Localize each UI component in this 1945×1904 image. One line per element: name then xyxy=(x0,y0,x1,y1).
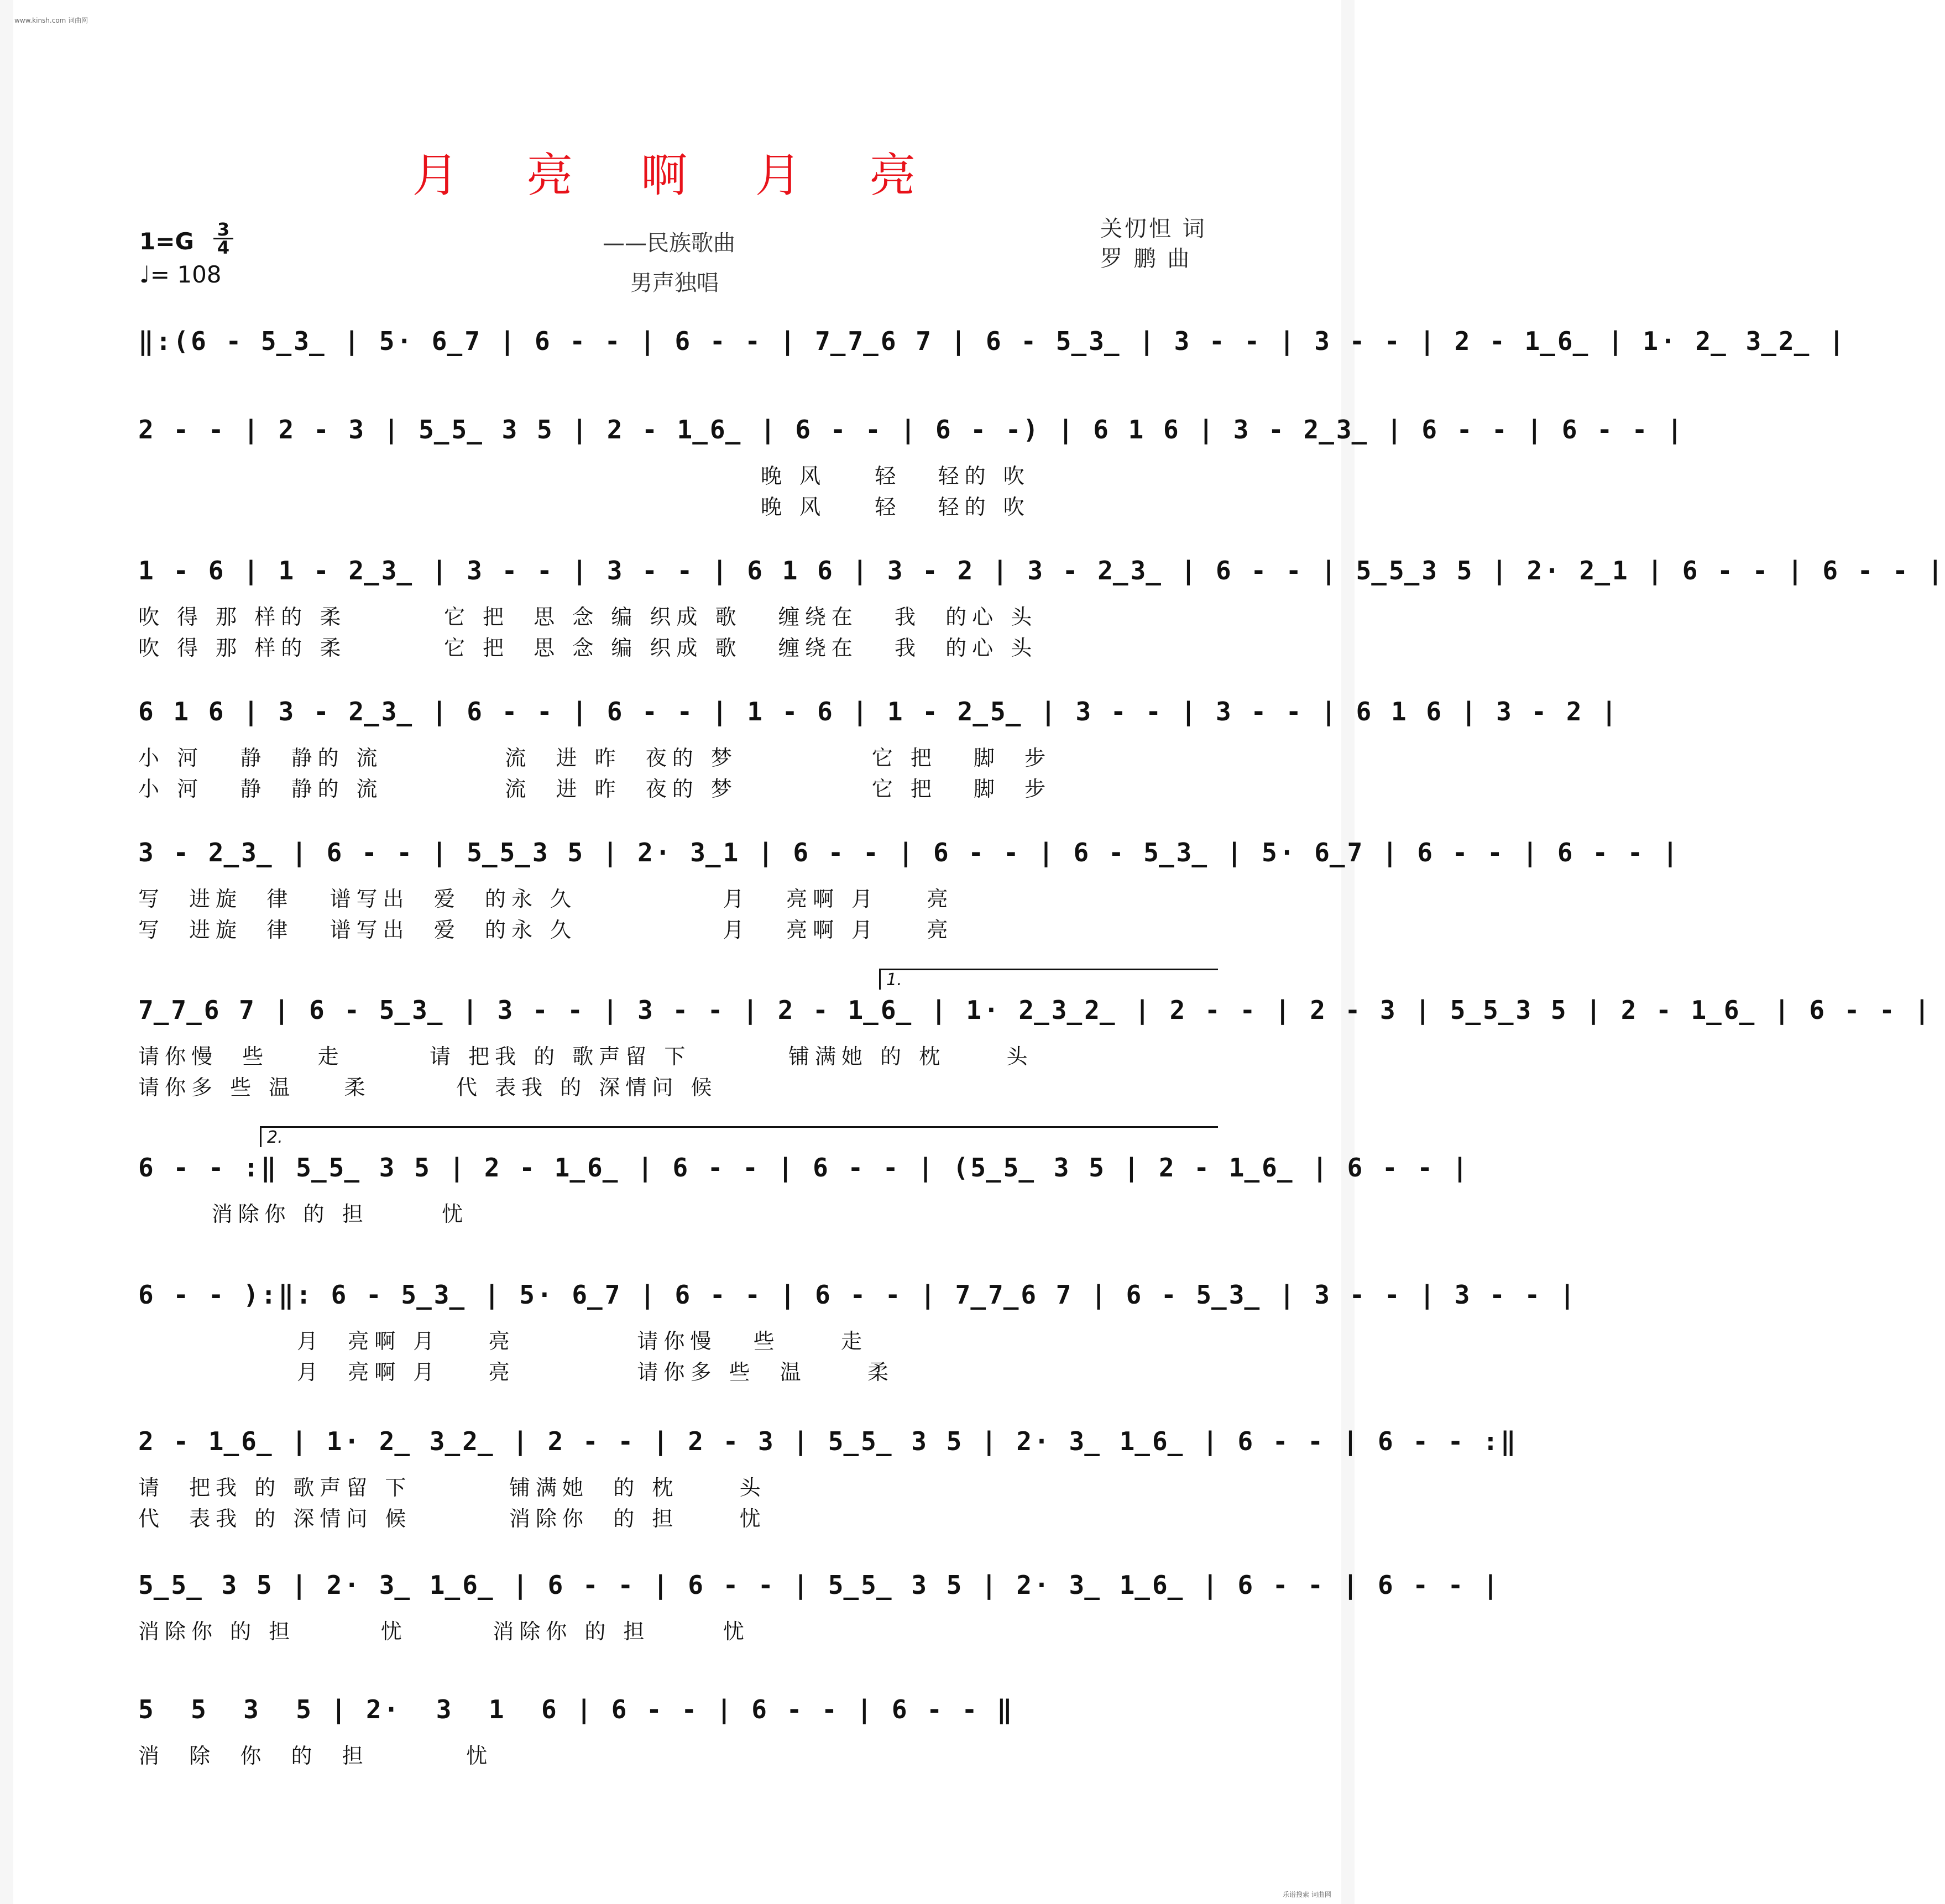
notation-line: 6 - - ):‖: 6 - 5̲3̲ | 5· 6̲7 | 6 - - | 6 - - | 7̲7̲6 7 | 6 - 5̲3̲ | 3 - - | 3 - - | xyxy=(138,1280,1577,1310)
lyric-verse-1: 写 进旋 律 谱写出 爱 的永 久 月 亮啊 月 亮 xyxy=(138,887,954,911)
site-watermark-top: www.kinsh.com 词曲网 xyxy=(14,17,88,24)
lyric-verse-1: 消除你 的 担 忧 消除你 的 担 忧 xyxy=(138,1619,750,1644)
score-system-4 xyxy=(138,697,1619,807)
lyric-verse-2: 代 表我 的 深情问 候 消除你 的 担 忧 xyxy=(138,1507,766,1531)
lyric-verse-1: 月 亮啊 月 亮 请你慢 些 走 xyxy=(138,1329,868,1353)
lyric-verse-1: 吹 得 那 样的 柔 它 把 思 念 编 织成 歌 缠绕在 我 的心 头 xyxy=(138,605,1038,629)
lyric-verse-1: 消除你 的 担 忧 xyxy=(138,1202,469,1226)
time-signature-bottom: 4 xyxy=(213,238,233,256)
score-system-9 xyxy=(138,1426,1518,1537)
lyric-verse-1: 请 把我 的 歌声留 下 铺满她 的 枕 头 xyxy=(138,1476,766,1500)
score-system-5 xyxy=(138,838,1680,948)
song-title: 月 亮 啊 月 亮 xyxy=(412,148,943,202)
lyric-verse-2: 月 亮啊 月 亮 请你多 些 温 柔 xyxy=(138,1360,895,1384)
score-system-8 xyxy=(138,1280,1577,1390)
score-system-2 xyxy=(138,415,1685,525)
score-system-6 xyxy=(138,970,1932,1106)
notation-line: 2 - 1̲6̲ | 1· 2̲ 3̲2̲ | 2 - - | 2 - 3 | 5̲5̲ 3 5 | 2· 3̲ 1̲6̲ | 6 - - | 6 - - :‖ xyxy=(138,1426,1518,1456)
key-signature: 1=G xyxy=(139,228,194,255)
lyric-verse-2: 小 河 静 静的 流 流 进 昨 夜的 梦 它 把 脚 步 xyxy=(138,777,1052,801)
time-signature-top: 3 xyxy=(217,219,230,240)
score-system-7 xyxy=(138,1128,1470,1230)
tempo-marking: ♩= 108 xyxy=(139,261,222,288)
lyric-verse-2: 请你多 些 温 柔 代 表我 的 深情问 候 xyxy=(138,1075,718,1100)
lyricist-credit: 关忉怛 词 xyxy=(1100,216,1207,242)
lyric-verse-2: 晚 风 轻 轻的 吹 xyxy=(138,495,1030,519)
score-system-1 xyxy=(138,326,1847,393)
score-system-3 xyxy=(138,556,1945,666)
lyric-verse-2: 写 进旋 律 谱写出 爱 的永 久 月 亮啊 月 亮 xyxy=(138,918,954,942)
volta-1-bracket: 1. xyxy=(879,969,1218,990)
score-system-10 xyxy=(138,1570,1500,1647)
lyric-verse-1: 晚 风 轻 轻的 吹 xyxy=(138,464,1030,488)
notation-line: 1 - 6 | 1 - 2̲3̲ | 3 - - | 3 - - | 6 1 6 | 3 - 2 | 3 - 2̲3̲ | 6 - - | 5̲5̲3 5 | 2· 2̲1 | 6 - - | 6 - - | xyxy=(138,556,1945,585)
subtitle-performer: 男声独唱 xyxy=(630,270,719,296)
notation-line: 2 - - | 2 - 3 | 5̲5̲ 3 5 | 2 - 1̲6̲ | 6 - - | 6 - -) | 6 1 6 | 3 - 2̲3̲ | 6 - - | 6 - - | xyxy=(138,415,1685,444)
page-edge-left xyxy=(0,0,13,1904)
notation-line: 6 1 6 | 3 - 2̲3̲ | 6 - - | 6 - - | 1 - 6 | 1 - 2̲5̲ | 3 - - | 3 - - | 6 1 6 | 3 - 2 | xyxy=(138,697,1619,726)
notation-line: 6 - - :‖ 5̲5̲ 3 5 | 2 - 1̲6̲ | 6 - - | 6 - - | (5̲5̲ 3 5 | 2 - 1̲6̲ | 6 - - | xyxy=(138,1153,1470,1183)
lyric-verse-2: 吹 得 那 样的 柔 它 把 思 念 编 织成 歌 缠绕在 我 的心 头 xyxy=(138,636,1038,660)
lyric-verse-1: 小 河 静 静的 流 流 进 昨 夜的 梦 它 把 脚 步 xyxy=(138,746,1052,770)
notation-line: ‖:(6 - 5̲3̲ | 5· 6̲7 | 6 - - | 6 - - | 7̲7̲6 7 | 6 - 5̲3̲ | 3 - - | 3 - - | 2 - 1̲6̲ | 1· 2̲ 3̲2̲ | xyxy=(138,326,1847,356)
site-watermark-bottom: 乐谱搜索 词曲网 xyxy=(1283,1891,1331,1898)
lyric-verse-1: 请你慢 些 走 请 把我 的 歌声留 下 铺满她 的 枕 头 xyxy=(138,1044,1033,1069)
notation-line: 3 - 2̲3̲ | 6 - - | 5̲5̲3 5 | 2· 3̲1 | 6 - - | 6 - - | 6 - 5̲3̲ | 5· 6̲7 | 6 - - | 6 - - | xyxy=(138,838,1680,867)
notation-line: 5 5 3 5 | 2· 3 1 6 | 6 - - | 6 - - | 6 - - ‖ xyxy=(138,1694,1015,1724)
time-signature xyxy=(213,221,233,256)
composer-credit: 罗 鹏 曲 xyxy=(1100,246,1192,271)
score-system-11 xyxy=(138,1694,1216,1772)
notation-line: 7̲7̲6 7 | 6 - 5̲3̲ | 3 - - | 3 - - | 2 - 1̲6̲ | 1· 2̲3̲2̲ | 2 - - | 2 - 3 | 5̲5̲3 5 | 2 - 1̲6̲ | 6 - - | xyxy=(138,995,1932,1025)
volta-2-bracket: 2. xyxy=(260,1126,1218,1147)
page-edge-right xyxy=(1341,0,1355,1904)
subtitle-genre: ——民族歌曲 xyxy=(603,231,735,256)
notation-line: 5̲5̲ 3 5 | 2· 3̲ 1̲6̲ | 6 - - | 6 - - | 5̲5̲ 3 5 | 2· 3̲ 1̲6̲ | 6 - - | 6 - - | xyxy=(138,1570,1500,1600)
lyric-verse-1: 消 除 你 的 担 忧 xyxy=(138,1744,493,1768)
